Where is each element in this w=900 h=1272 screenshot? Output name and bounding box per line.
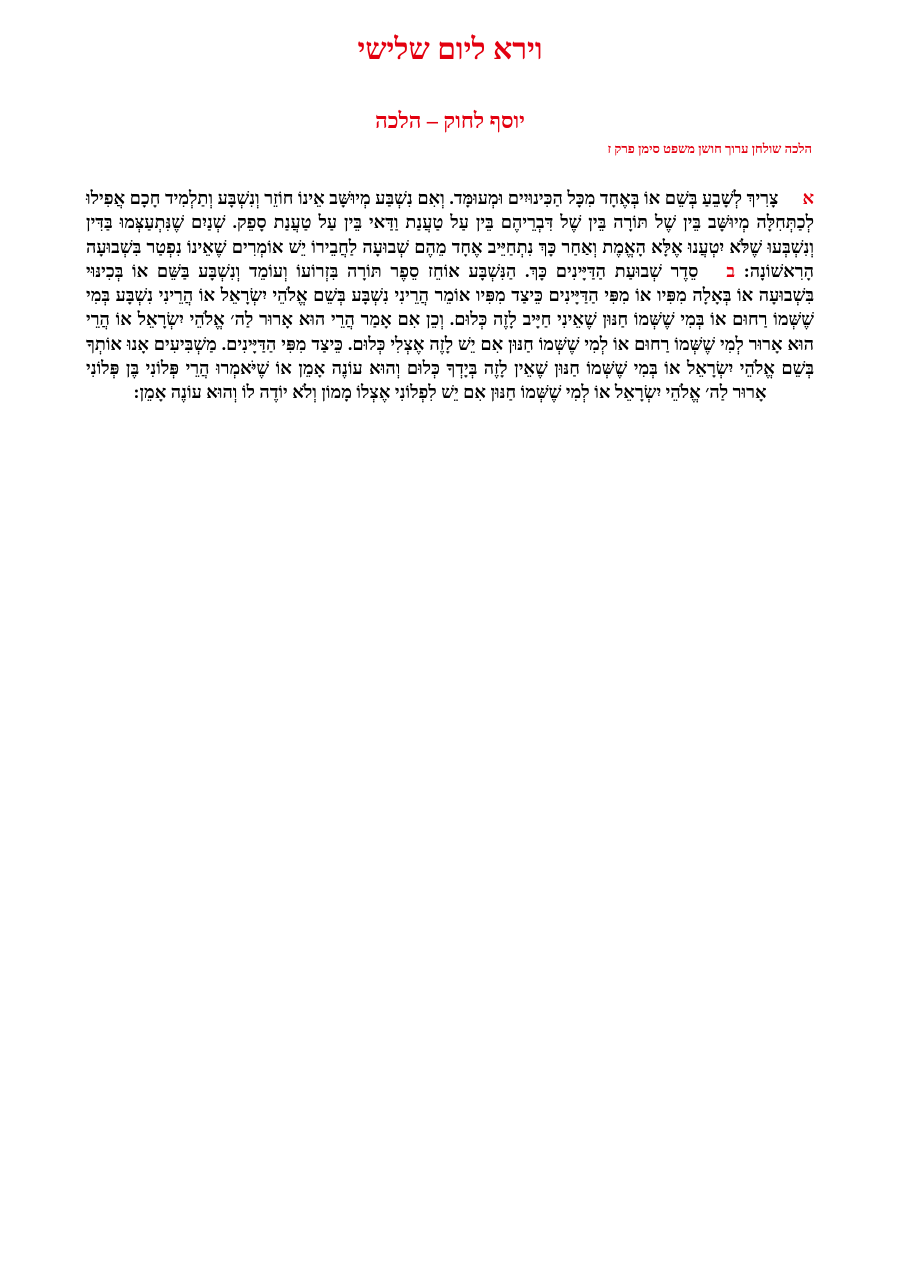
seif-marker-b: ב bbox=[726, 260, 736, 281]
page-subtitle: יוסף לחוק – הלכה bbox=[375, 108, 525, 133]
seif-a-text: צָרִיךְ לְשָׁבֵעַ בְּשֵׁם אוֹ בְּאֶחָד מִכָּל הַכִּינוּיִים וּמְעוּמָּד. וְאִם נִשְׁבַּע מְיוּשָּׁב אֵינוֹ חוֹזֵר וְנִשְׁבָּע וְתַלְמִיד חָכָם אֲפִילוּ לְכַתְּחִלָּה מְיוּשָּׁב בֵּין שֶׁל תּוֹרָה בֵּין שֶׁל דִּבְרֵיהֶם בֵּין עַל טַעֲנַת וַדַּאי בֵּין עַל טַעֲנַת סָפֵק. שְׁנַיִם שֶׁנִּתְעַצְּמוּ בַּדִּין וְנִשְׁבְּעוּ שֶׁלֹּא יִטְעֲנוּ אֶלָּא הָאֱמֶת וְאַחַר כָּךְ נִתְחַיֵּיב אֶחָד מֵהֶם שְׁבוּעָה לַחֲבֵירוֹ יֵשׁ אוֹמְרִים שֶׁאֵינוֹ נִפְטַר בִּשְׁבוּעָה הָרִאשׁוֹנָה: bbox=[86, 188, 815, 281]
page-title: וירא ליום שלישי bbox=[357, 33, 543, 66]
seif-marker-a: א bbox=[802, 188, 814, 208]
halacha-paragraph bbox=[86, 186, 814, 405]
seif-b-text: סֵדֶר שְׁבוּעַת הַדַּיָּינִים כָּךְ. הַנִּשְׁבָּע אוֹחֵז סֵפֶר תּוֹרָה בִּזְרוֹעוֹ וְעוֹמֵד וְנִשְׁבָּע בַּשֵּׁם אוֹ בְּכִינּוּי בִּשְׁבוּעָה אוֹ בְּאָלָה מִפִּיו אוֹ מִפִּי הַדַּיָּינִים כֵּיצַד מִפִּיו אוֹמֵר הֲרֵינִי נִשְׁבָּע בְּשֵׁם אֱלֹהֵי יִשְׂרָאֵל אוֹ הֲרֵינִי נִשְׁבָּע בְּמִי שֶׁשְּׁמוֹ רַחוּם אוֹ בְּמִי שֶׁשְּׁמוֹ חַנּוּן שֶׁאֵינִי חַיָּיב לָזֶה כְּלוּם. וְכֵן אִם אָמַר הֲרֵי הוּא אָרוּר לַה׳ אֱלֹהֵי יִשְׂרָאֵל אוֹ הֲרֵי הוּא אָרוּר לְמִי שֶׁשְּׁמוֹ רַחוּם אוֹ לְמִי שֶׁשְּׁמוֹ חַנּוּן אִם יֵשׁ לָזֶה אֶצְלִי כְּלוּם. כֵּיצַד מִפִּי הַדַּיָּינִים. מַשְׁבִּיעִים אָנוּ אוֹתְךָ בְּשֵׁם אֱלֹהֵי יִשְׂרָאֵל אוֹ בְּמִי שֶׁשְּׁמוֹ חַנּוּן שֶׁאֵין לָזֶה בְּיָדְךָ כְּלוּם וְהוּא עוֹנֶה אָמֵן אוֹ שֶׁיֹּאמְרוּ הֲרֵי פְּלוֹנִי בֶּן פְּלוֹנִי אָרוּר לַה׳ אֱלֹהֵי יִשְׂרָאֵל אוֹ לְמִי שֶׁשְּׁמוֹ חַנּוּן אִם יֵשׁ לִפְלוֹנִי אֶצְלוֹ מָמוֹן וְלֹא יוֹדֶה לוֹ וְהוּא עוֹנֶה אָמֵן: bbox=[86, 260, 814, 403]
source-reference: הלכה שולחן ערוך חושן משפט סימן פרק ז bbox=[607, 141, 812, 156]
